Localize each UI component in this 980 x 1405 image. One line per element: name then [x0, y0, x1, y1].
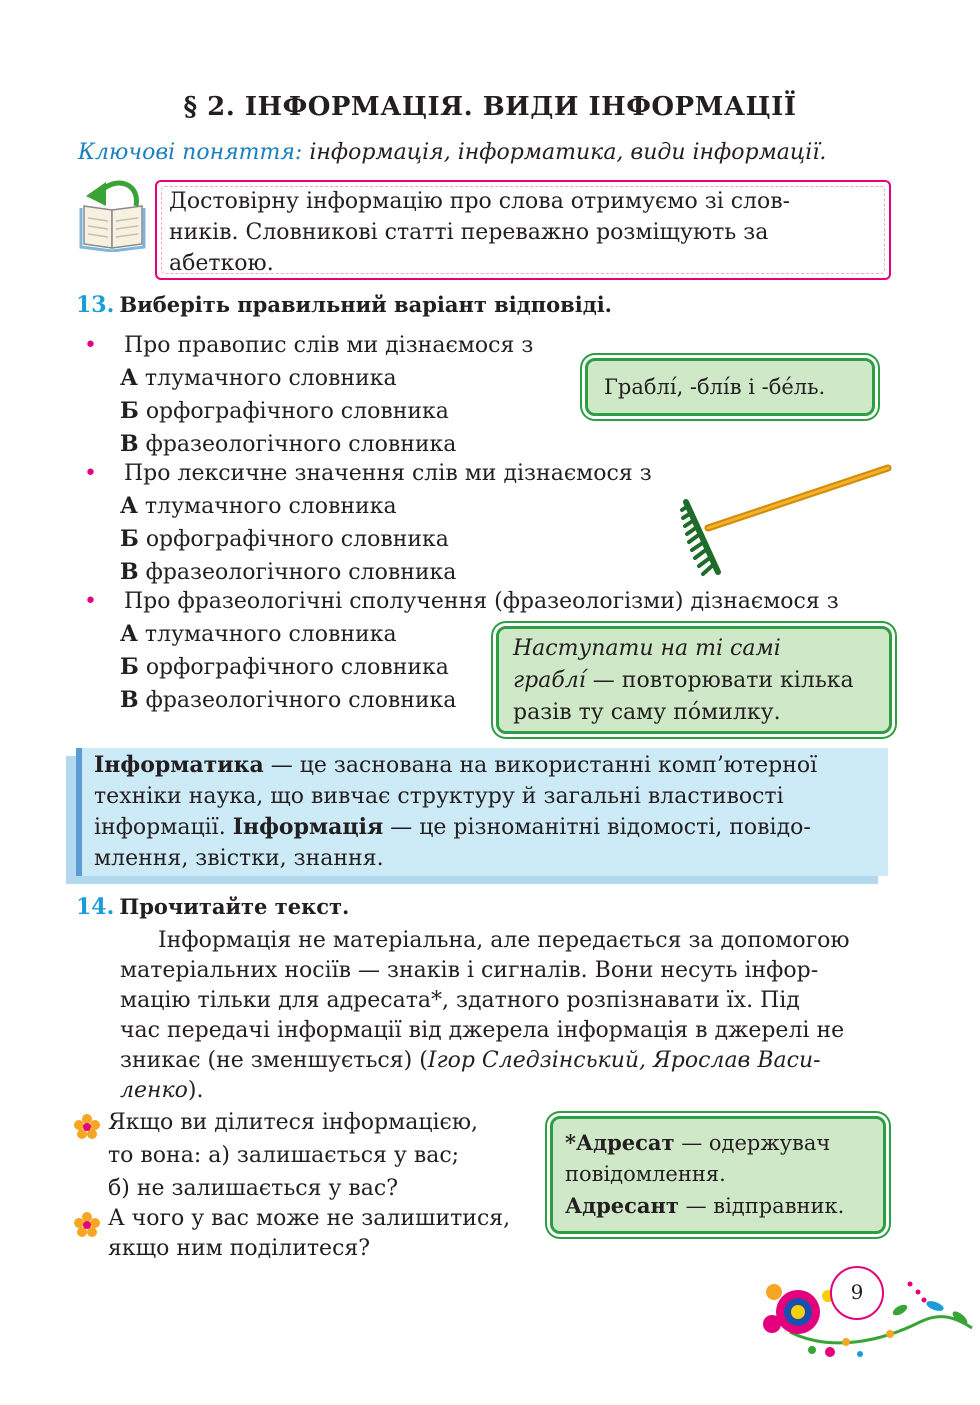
option-text: тлумачного словника: [144, 622, 397, 647]
option-letter: Б: [120, 526, 139, 552]
idiom-meaning: — повторювати кілька: [585, 668, 854, 693]
term: Інформація: [232, 814, 384, 840]
question-text: Про правопис слів ми дізнаємося з: [123, 333, 534, 358]
question-group-2: [84, 458, 652, 589]
option-text: орфографічного словника: [145, 399, 449, 424]
page-title: § 2. ІНФОРМАЦІЯ. ВИДИ ІНФОРМАЦІЇ: [183, 92, 797, 122]
dictionary-note: [155, 180, 891, 280]
exercise-number: 14.: [76, 894, 115, 920]
idiom-text: граблі́: [513, 668, 586, 693]
exercise-heading: Виберіть правильний варіант відповіді.: [119, 292, 612, 317]
text-line: ).: [187, 1078, 204, 1103]
option-text: орфографічного словника: [145, 655, 449, 680]
rake-icon: [678, 460, 893, 580]
option-text: тлумачного словника: [144, 494, 397, 519]
option-letter: А: [120, 493, 138, 519]
option-text: орфографічного словника: [145, 527, 449, 552]
footnote-text: повідомлення.: [565, 1162, 726, 1186]
reading-text: [120, 926, 890, 1106]
option-text: фразеологічного словника: [145, 560, 457, 585]
exercise-number: 13.: [76, 292, 115, 318]
exercise-14-header: [76, 894, 349, 920]
exercise-13-header: [76, 292, 612, 318]
author-names: ленко: [120, 1078, 188, 1103]
text-line: час передачі інформації від джерела інформація в джерелі не: [120, 1018, 845, 1043]
idiom-meaning: разів ту саму по́милку.: [513, 700, 781, 725]
footnote-box: [550, 1116, 886, 1234]
definition-text: техніки наука, що вивчає структуру й загальні властивості: [94, 784, 784, 809]
idiom-box: [496, 626, 892, 734]
term: *Адресат: [565, 1130, 675, 1155]
term: Адресант: [565, 1193, 679, 1218]
question-text: Про лексичне значення слів ми дізнаємося з: [123, 461, 652, 486]
note-line: Достовірну інформацію про слова отримуємо зі слов-: [169, 189, 791, 214]
term: Інформатика: [94, 752, 264, 778]
option-letter: А: [120, 621, 138, 647]
definition-text: — це різноманітні відомості, повідо-: [383, 815, 811, 840]
flower-icon: [74, 1114, 100, 1140]
bullet-icon: •: [84, 589, 97, 614]
option-letter: Б: [120, 654, 139, 680]
key-concepts-text: інформація, інформатика, види інформації.: [309, 140, 827, 165]
question-line: то вона: а) залишається у вас;: [108, 1143, 460, 1168]
bullet-icon: •: [84, 333, 97, 358]
option-letter: В: [120, 687, 139, 713]
flower-icon: [74, 1212, 100, 1238]
option-letter: А: [120, 365, 138, 391]
idiom-text: Наступати на ті самі: [513, 636, 781, 661]
bullet-icon: •: [84, 461, 97, 486]
discussion-question-1: [108, 1106, 478, 1205]
note-line: ників. Словникові статті переважно розміщують за: [169, 220, 769, 245]
option-text: фразеологічного словника: [145, 688, 457, 713]
footnote-text: — одержувач: [674, 1131, 831, 1155]
word-stress-box: Граблі́, -блі́в і -бе́ль.: [585, 358, 875, 416]
key-concepts-label: Ключові поняття:: [78, 140, 303, 165]
question-line: Якщо ви ділитеся інформацією,: [108, 1110, 478, 1135]
definition-text: інформації.: [94, 815, 233, 840]
footnote-text: — відправник.: [678, 1194, 845, 1218]
question-group-1: [84, 330, 533, 461]
option-text: фразеологічного словника: [145, 432, 457, 457]
author-names: Ігор Следзінський, Ярослав Васи-: [427, 1048, 821, 1073]
text-line: матеріальних носіїв — знаків і сигналів. Вони несуть інфор-: [120, 958, 819, 983]
option-letter: В: [120, 431, 139, 457]
question-line: А чого у вас може не залишитися,: [108, 1206, 511, 1231]
option-letter: Б: [120, 398, 139, 424]
text-line: Інформація не матеріальна, але передається за допомогою: [158, 928, 850, 953]
exercise-heading: Прочитайте текст.: [119, 894, 350, 919]
option-text: тлумачного словника: [144, 366, 397, 391]
book-icon: [78, 176, 150, 252]
key-concepts: [78, 140, 826, 165]
definition-box: [76, 748, 888, 876]
option-letter: В: [120, 559, 139, 585]
question-line: б) не залишається у вас?: [108, 1176, 399, 1201]
page-number: 9: [830, 1266, 884, 1320]
text-line: мацію тільки для адресата*, здатного розпізнавати їх. Під: [120, 988, 800, 1013]
definition-text: млення, звістки, знання.: [94, 846, 384, 871]
note-line: абеткою.: [169, 251, 274, 276]
question-text: Про фразеологічні сполучення (фразеологізми) дізнаємося з: [123, 589, 839, 614]
discussion-question-2: [108, 1204, 510, 1264]
definition-text: — це заснована на використанні комп’ютерної: [263, 753, 818, 778]
question-line: якщо ним поділитеся?: [108, 1236, 371, 1261]
text-line: зникає (не зменшується) (: [120, 1048, 428, 1073]
